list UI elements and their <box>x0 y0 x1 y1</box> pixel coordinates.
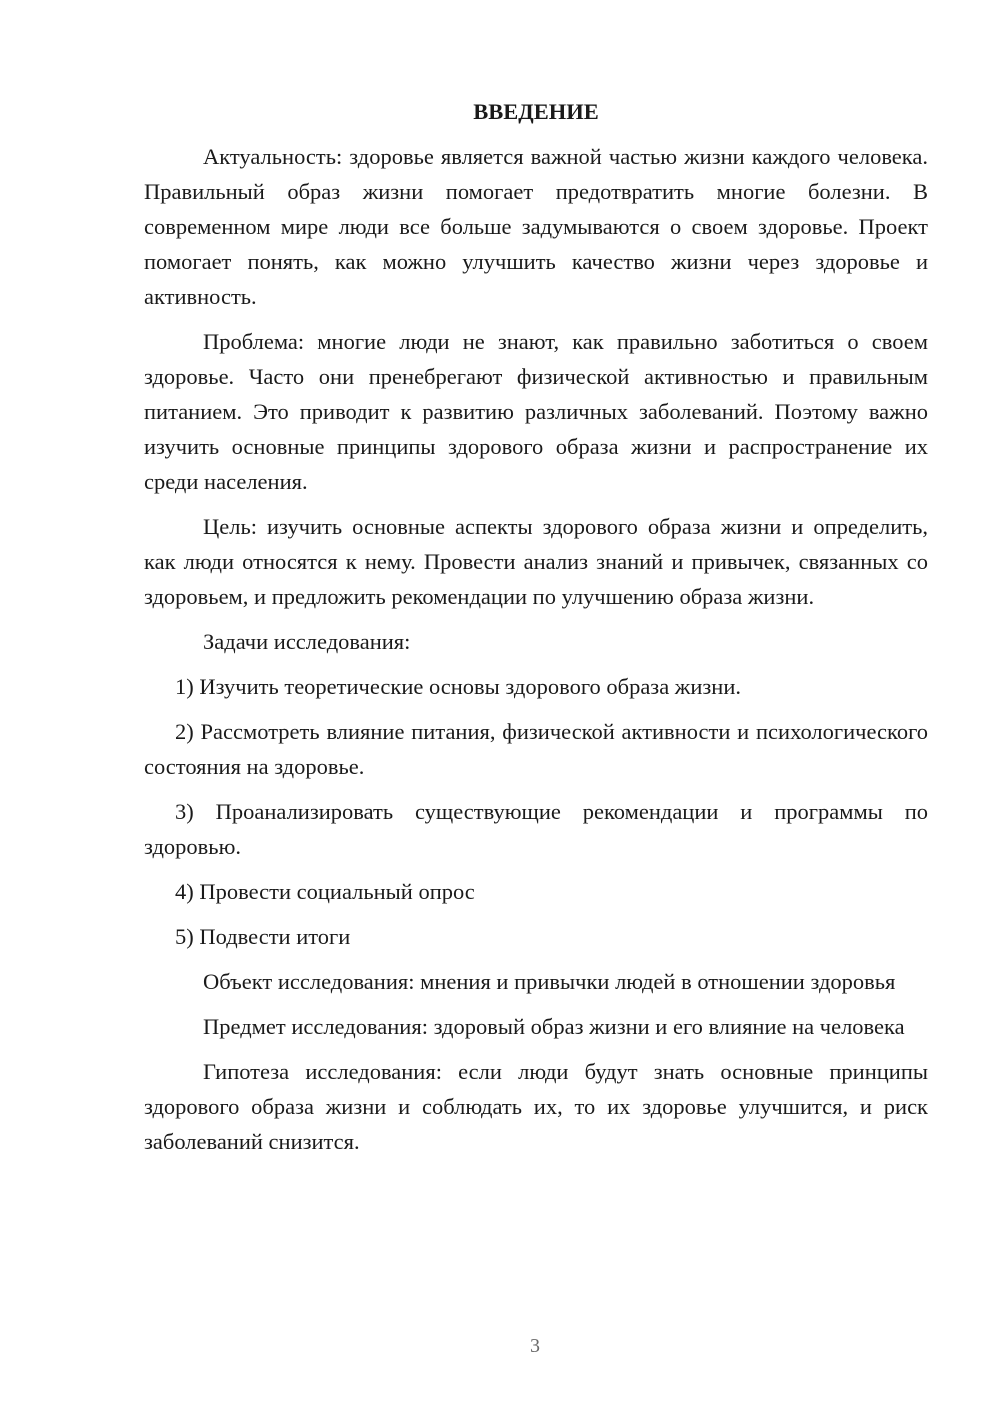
paragraph-subject: Предмет исследования: здоровый образ жизни и его влияние на человека <box>203 1014 905 1039</box>
paragraph-goal: Цель: изучить основные аспекты здорового образа жизни и определить, как люди относятся к нему. Провести анализ знаний и привычек, связанных со здоровьем, и предложить рекомендации по улучшению образа жизни. <box>144 514 928 609</box>
task-item-1: 1) Изучить теоретические основы здорового образа жизни. <box>175 674 741 699</box>
task-item-3: 3) Проанализировать существующие рекомендации и программы по здоровью. <box>144 799 928 859</box>
paragraph-relevance: Актуальность: здоровье является важной частью жизни каждого человека. Правильный образ жизни помогает предотвратить многие болезни. В современном мире люди все больше задумываются о своем здоровье. Проект помогает понять, как можно улучшить качество жизни через здоровье и активность. <box>144 144 928 309</box>
task-item-4: 4) Провести социальный опрос <box>175 879 475 904</box>
tasks-heading: Задачи исследования: <box>203 629 411 654</box>
paragraph-problem: Проблема: многие люди не знают, как правильно заботиться о своем здоровье. Часто они пренебрегают физической активностью и правильным питанием. Это приводит к развитию различных заболеваний. Поэтому важно изучить основные принципы здорового образа жизни и распространение их среди населения. <box>144 329 928 494</box>
task-item-5: 5) Подвести итоги <box>175 924 351 949</box>
paragraph-object: Объект исследования: мнения и привычки людей в отношении здоровья <box>203 969 896 994</box>
page-title: ВВЕДЕНИЕ <box>473 99 599 124</box>
task-item-2: 2) Рассмотреть влияние питания, физической активности и психологического состояния на здоровье. <box>144 719 928 779</box>
page-content <box>144 94 928 1169</box>
paragraph-hypothesis: Гипотеза исследования: если люди будут знать основные принципы здорового образа жизни и соблюдать их, то их здоровье улучшится, и риск заболеваний снизится. <box>144 1059 928 1154</box>
page-number: 3 <box>530 1335 540 1357</box>
